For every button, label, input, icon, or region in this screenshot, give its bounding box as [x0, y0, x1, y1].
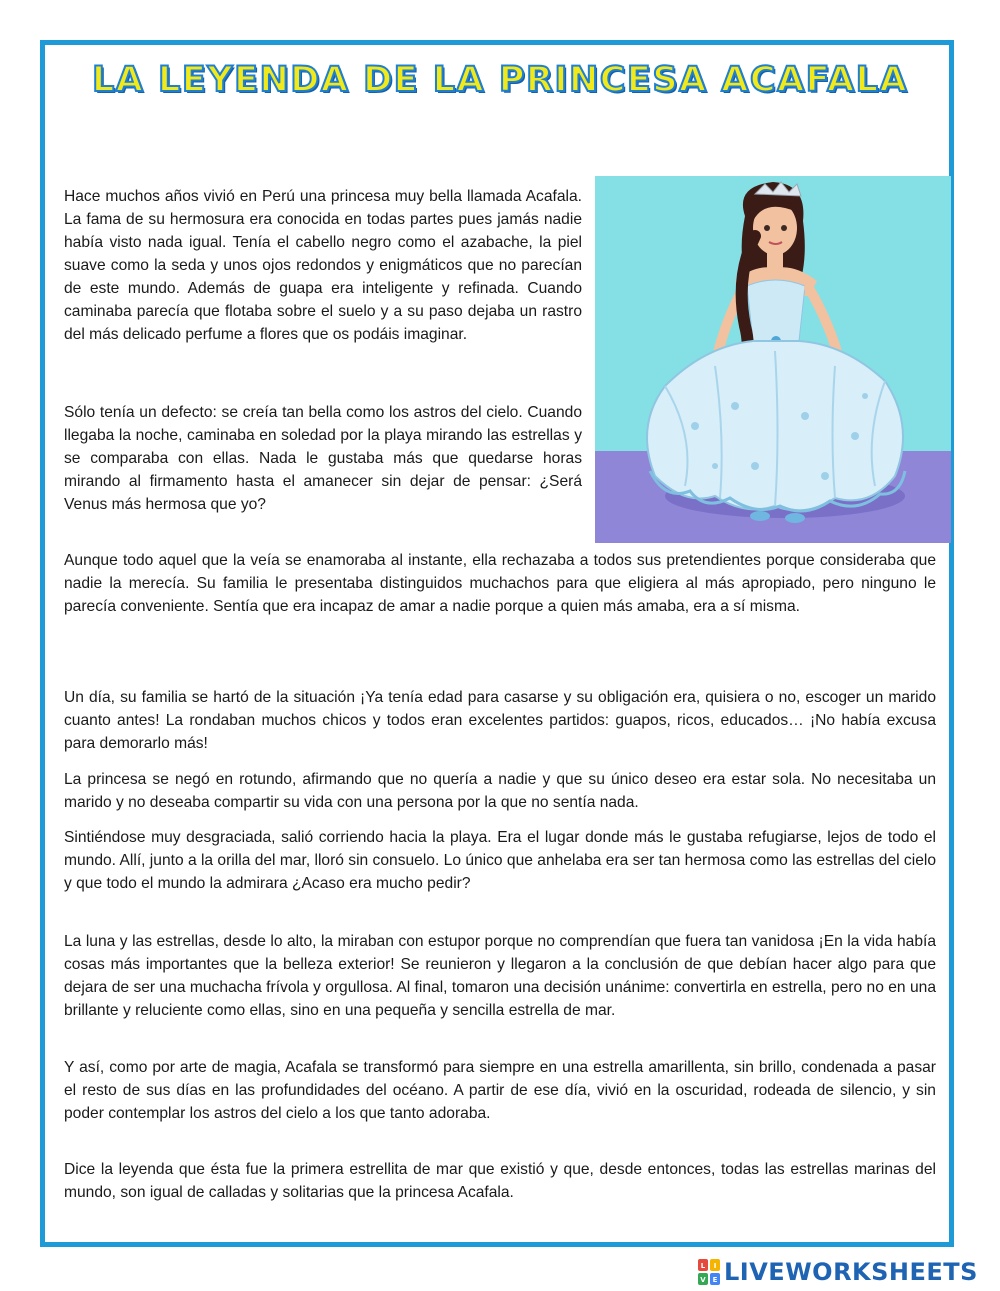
paragraph-2: Sólo tenía un defecto: se creía tan bella como los astros del cielo. Cuando llegaba la noche, caminaba en soledad por la playa mirando las estrellas y se comparaba con ellas. Nada le gustaba más que quedarse horas mirando al firmamento hasta el amanecer sin dejar de pensar: ¿Será Venus más hermosa que yo?	[64, 404, 582, 513]
paragraph-5: La princesa se negó en rotundo, afirmando que no quería a nadie y que su único deseo era estar sola. No necesitaba un marido y no deseaba compartir su vida con una persona por la que no sentía nada.	[64, 771, 936, 811]
paragraph-1: Hace muchos años vivió en Perú una princesa muy bella llamada Acafala. La fama de su hermosura era conocida en todas partes pues jamás nadie había visto nada igual. Tenía el cabello negro como el azabache, la piel suave como la seda y unos ojos redondos y enigmáticos que no parecían de este mundo. Además de guapa era inteligente y refinada. Cuando caminaba parecía que flotaba sobre el suelo y a su paso dejaba un rastro del más delicado perfume a flores que os podáis imaginar.	[64, 188, 582, 343]
logo-letter-i: I	[713, 1262, 717, 1270]
princess-illustration	[595, 176, 951, 543]
paragraph-4: Un día, su familia se hartó de la situación ¡Ya tenía edad para casarse y su obligación era, quisiera o no, escoger un marido cuanto antes! La rondaban muchos chicos y todos eran excelentes partidos: guapos, ricos, educados… ¡No había excusa para demorarlo más!	[64, 689, 936, 752]
paragraph-6: Sintiéndose muy desgraciada, salió corriendo hacia la playa. Era el lugar donde más le gustaba refugiarse, lejos de todo el mundo. Allí, junto a la orilla del mar, lloró sin consuelo. Lo único que anhelaba era ser tan hermosa como las estrellas del cielo y que todo el mundo la admirara ¿Acaso era mucho pedir?	[64, 829, 937, 892]
liveworksheets-logo	[698, 1258, 978, 1286]
paragraph-7: La luna y las estrellas, desde lo alto, la miraban con estupor porque no comprendían que fuera tan vanidosa ¡En la vida había cosas más importantes que la belleza exterior! Se reunieron y llegaron a la conclusión de que debían hacer algo para que dejara de ser una muchacha frívola y orgullosa. Al final, tomaron una decisión unánime: convertirla en estrella, pero no en una brillante y reluciente como ellas, sino en una pequeña y sencilla estrella de mar.	[64, 933, 936, 1019]
paragraph-3: Aunque todo aquel que la veía se enamoraba al instante, ella rechazaba a todos sus pretendientes porque consideraba que nadie la merecía. Su familia le presentaba distinguidos muchachos para que eligiera al más apropiado, pero ninguno le parecía conveniente. Sentía que era incapaz de amar a nadie porque a quien más amaba, era a sí misma.	[64, 552, 936, 615]
paragraph-8: Y así, como por arte de magia, Acafala se transformó para siempre en una estrella amarillenta, sin brillo, condenada a pasar el resto de sus días en las profundidades del océano. A partir de ese día, vivió en la oscuridad, rodeada de silencio, y sin poder contemplar los astros del cielo a los que tanto adoraba.	[64, 1059, 936, 1122]
logo-letter-e: E	[712, 1276, 718, 1284]
paragraph-9: Dice la leyenda que ésta fue la primera estrellita de mar que existió y que, desde entonces, todas las estrellas marinas del mundo, son igual de calladas y solitarias que la princesa Acafala.	[64, 1161, 936, 1201]
liveworksheets-logo-icon	[698, 1259, 720, 1285]
page-title: LA LEYENDA DE LA PRINCESA ACAFALA	[91, 60, 909, 100]
brand-name: LIVEWORKSHEETS	[724, 1258, 978, 1286]
logo-letter-v: V	[700, 1276, 706, 1284]
logo-letter-l: L	[700, 1262, 706, 1270]
